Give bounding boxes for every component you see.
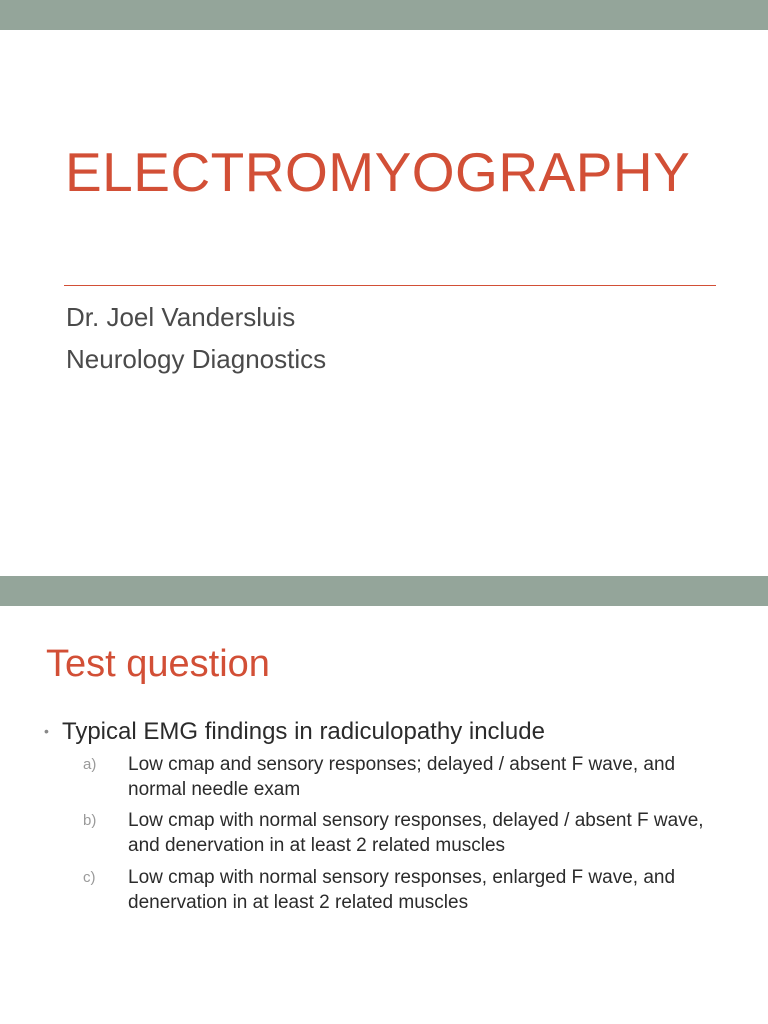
question-slide (0, 576, 768, 1024)
option-text: Low cmap with normal sensory responses, delayed / absent F wave, and denervation in at least 2 related muscles (128, 810, 704, 856)
option-letter: c) (83, 869, 96, 886)
option-letter: b) (83, 812, 97, 829)
option-text: Low cmap with normal sensory responses, enlarged F wave, and denervation in at least 2 related muscles (128, 867, 676, 913)
slide-title: ELECTROMYOGRAPHY (65, 141, 691, 203)
question-bullet (44, 716, 545, 747)
slide-heading: Test question (46, 643, 270, 685)
option-text: Low cmap and sensory responses; delayed / absent F wave, and normal needle exam (128, 754, 676, 800)
department-name: Neurology Diagnostics (66, 344, 327, 374)
title-divider (64, 285, 716, 286)
slide-top-bar (0, 576, 768, 606)
question-text: Typical EMG findings in radiculopathy include (62, 718, 545, 745)
slide-top-bar (0, 0, 768, 30)
option-letter: a) (83, 756, 97, 773)
presenter-name: Dr. Joel Vandersluis (66, 302, 296, 332)
bullet-icon: • (44, 723, 49, 739)
